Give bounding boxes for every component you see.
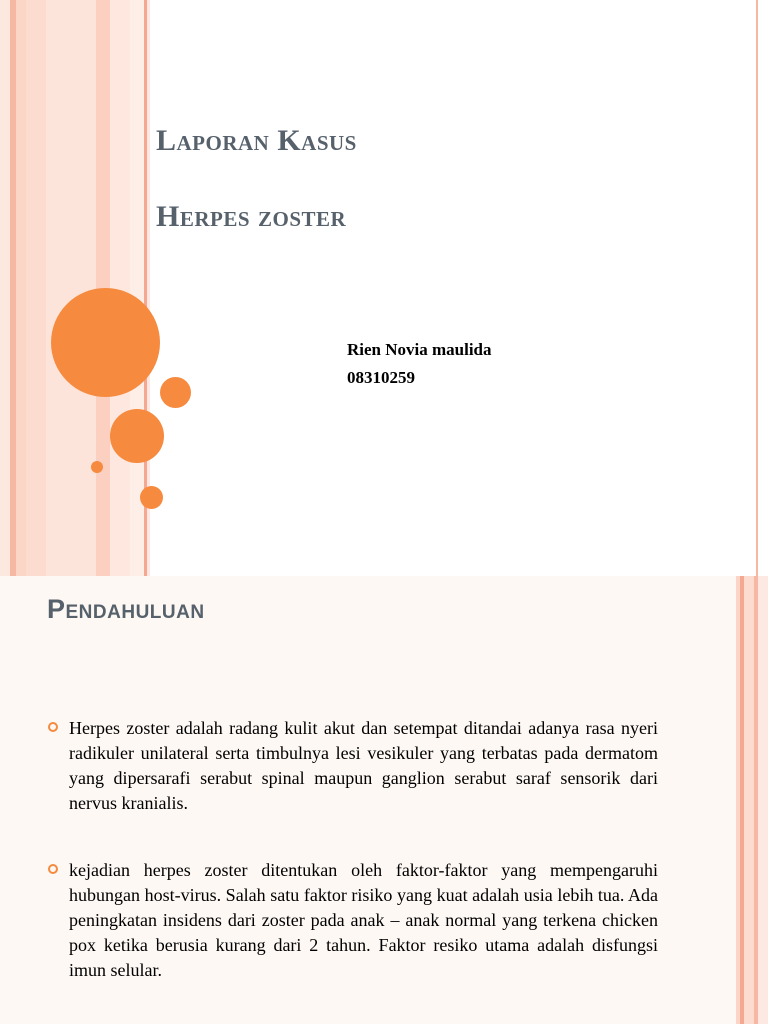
author-id: 08310259 xyxy=(347,368,415,387)
decorative-stripe xyxy=(16,0,26,576)
decorative-stripe xyxy=(26,0,46,576)
decorative-stripe xyxy=(744,576,754,1024)
circle-outline-icon xyxy=(48,722,58,732)
slide-heading: Pendahuluan xyxy=(47,594,205,624)
decorative-stripe xyxy=(756,0,758,576)
bullet-text: Herpes zoster adalah radang kulit akut dan setempat ditandai adanya rasa nyeri radikuler unilateral serta timbulnya lesi vesikuler yang terbatas pada dermatom yang dipersarafi serabut spinal maupun ganglion serabut saraf sensorik dari nervus kranialis. xyxy=(69,718,658,813)
decorative-circle-medium xyxy=(110,409,164,463)
decorative-stripe xyxy=(0,0,10,576)
circle-outline-icon xyxy=(48,864,58,874)
slide-title-line1: Laporan Kasus xyxy=(156,124,357,157)
decorative-circle xyxy=(140,486,163,509)
bullet-item xyxy=(48,858,658,983)
decorative-stripe xyxy=(758,576,768,1024)
decorative-circle xyxy=(160,377,191,408)
decorative-circle-small xyxy=(91,461,103,473)
slide-title-line2: Herpes zoster xyxy=(156,200,347,233)
bullet-item xyxy=(48,716,658,816)
slide-introduction xyxy=(0,576,768,1024)
author-name: Rien Novia maulida xyxy=(347,340,492,359)
decorative-stripe xyxy=(46,0,96,576)
decorative-circle-large xyxy=(51,288,160,397)
bullet-text: kejadian herpes zoster ditentukan oleh faktor-faktor yang mempengaruhi hubungan host-virus. Salah satu faktor risiko yang kuat adalah usia lebih tua. Ada peningkatan insidens dari zoster pada anak – anak normal yang terkena chicken pox ketika berusia kurang dari 2 tahun. Faktor resiko utama adalah disfungsi imun selular. xyxy=(69,860,658,980)
